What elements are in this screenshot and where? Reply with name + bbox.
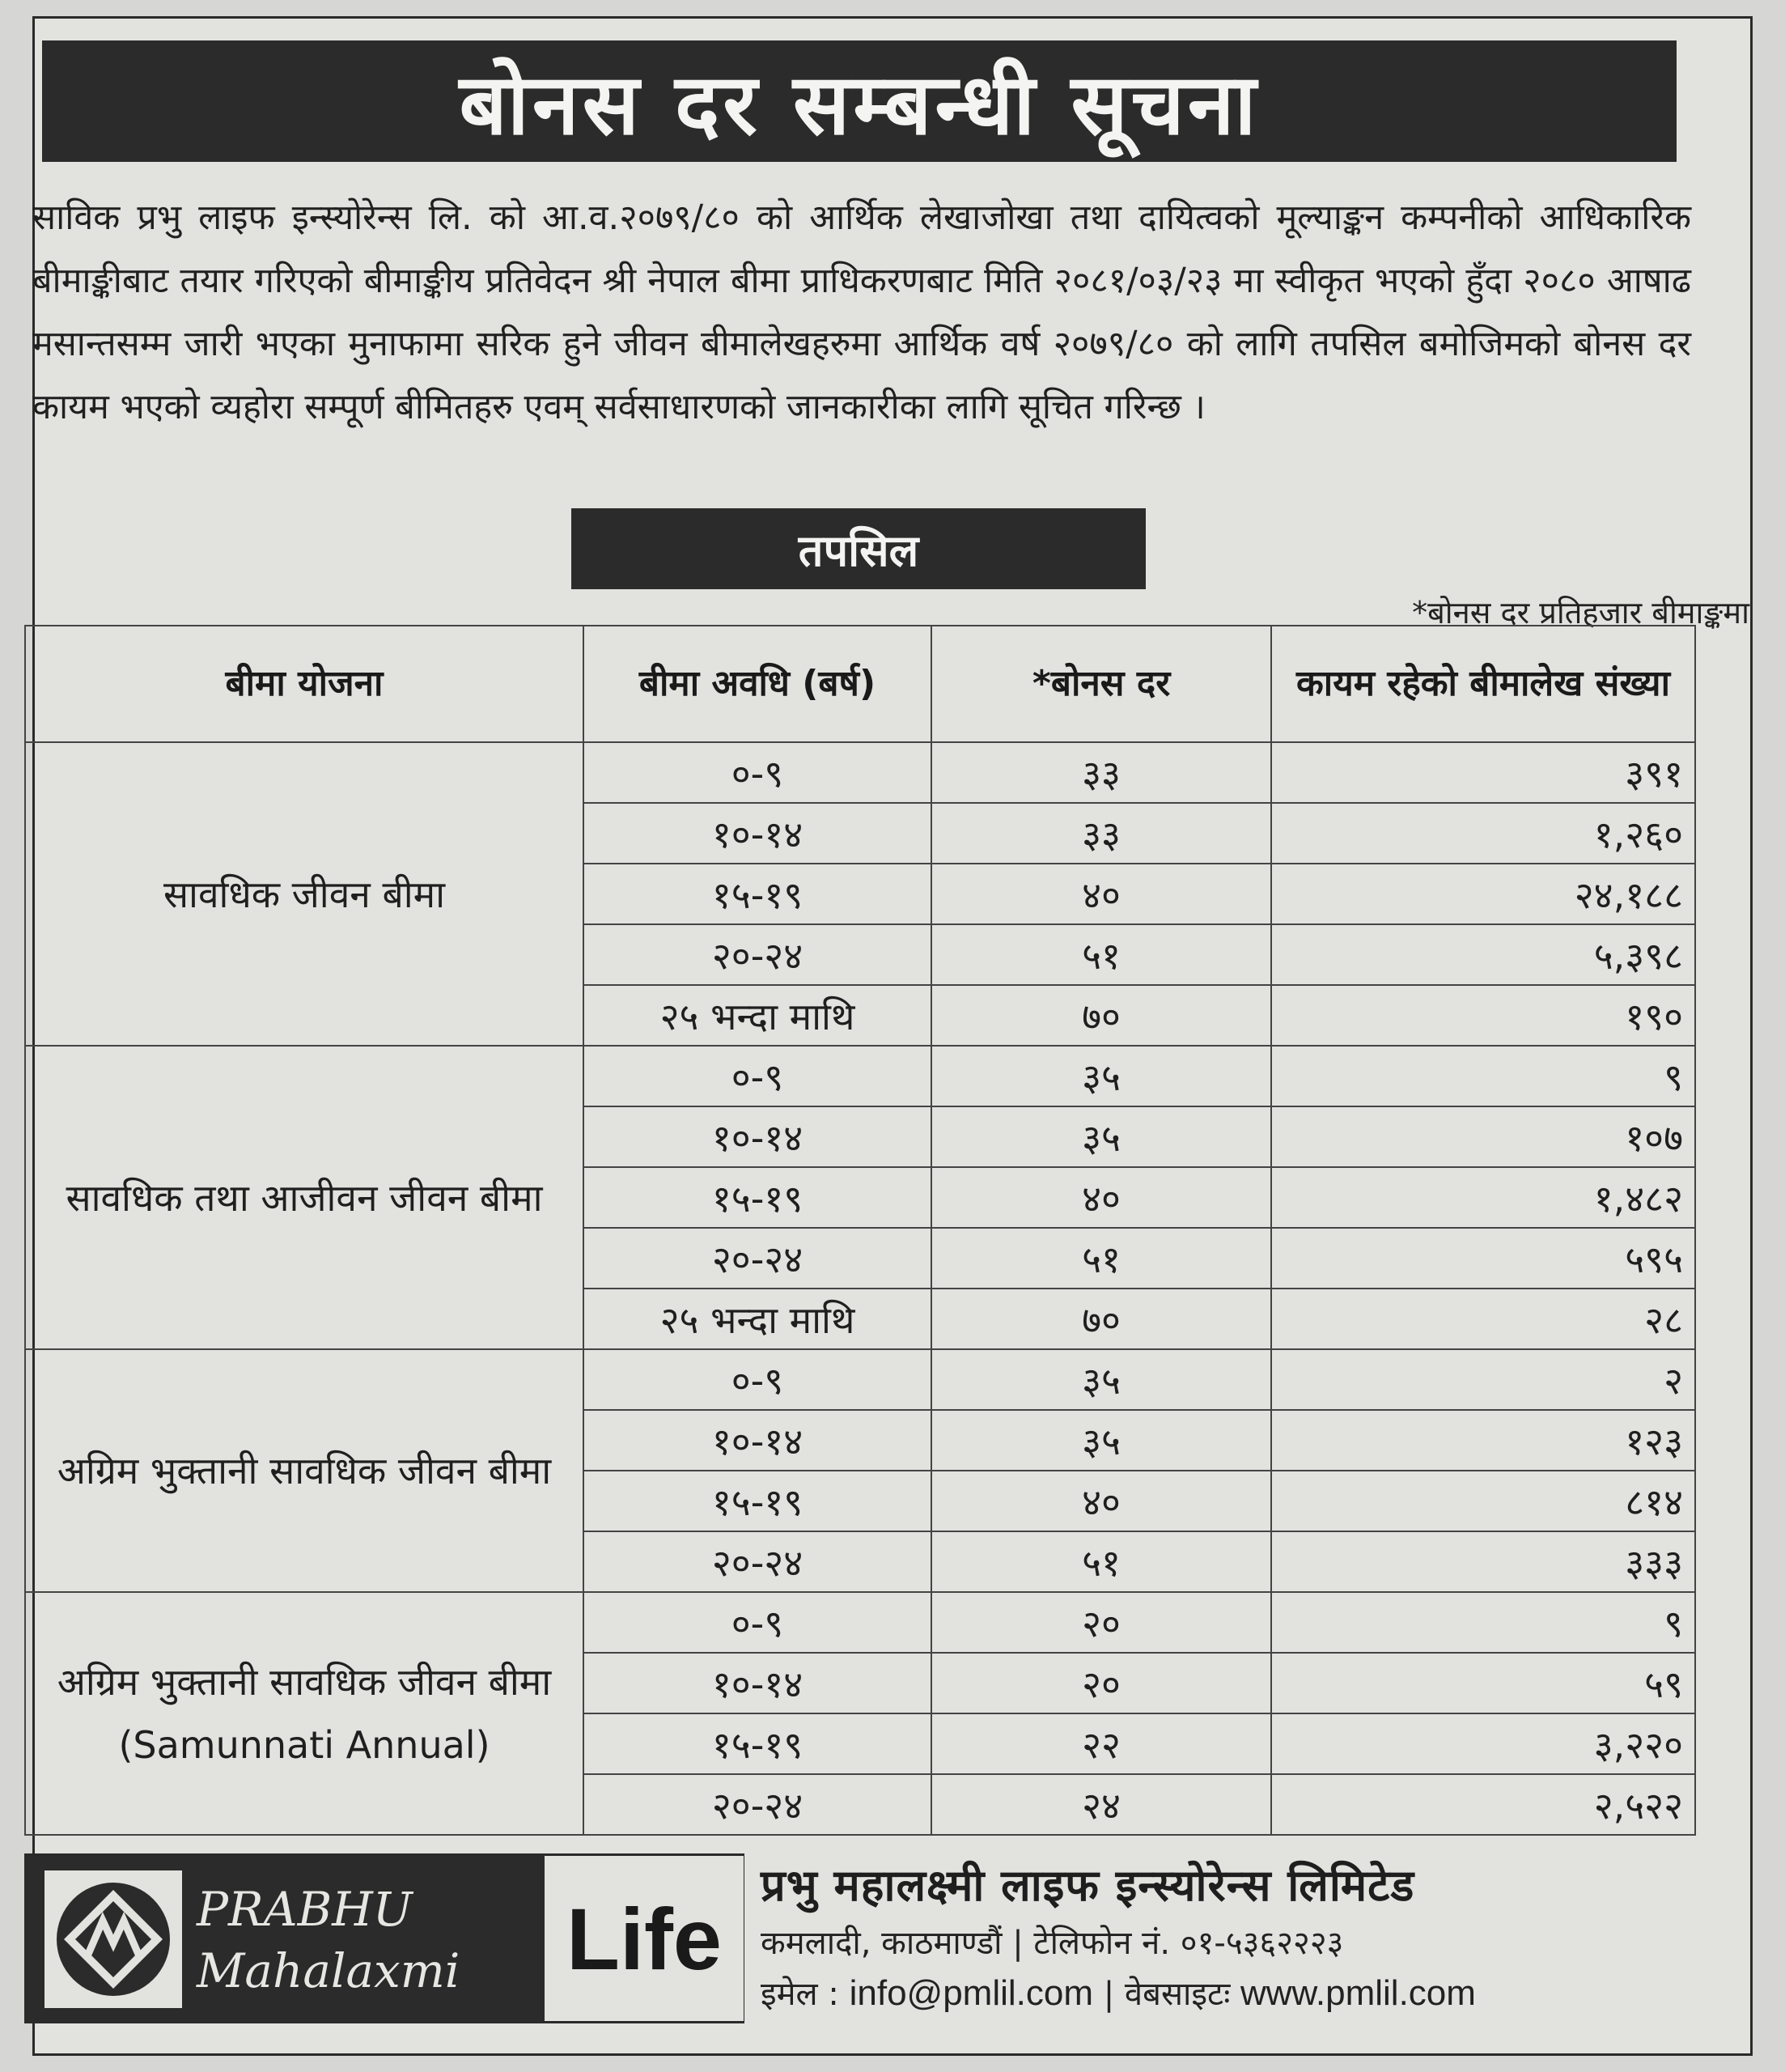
term-cell: १०-१४ [583,803,931,864]
table-row [25,742,1695,803]
policy-count-cell: ५९५ [1271,1228,1695,1289]
term-cell: १५-१९ [583,1471,931,1531]
policy-count-cell: २ [1271,1349,1695,1410]
email-label: इमेल : [761,1976,839,2013]
term-cell: ०-९ [583,1592,931,1653]
policy-count-cell: ५,३९८ [1271,924,1695,985]
term-cell: २०-२४ [583,1531,931,1592]
bonus-rate-note: *बोनस दर प्रतिहजार बीमाङ्कमा [1412,595,1749,631]
bonus-rate-cell: ३५ [931,1106,1271,1167]
policy-count-cell: १,४८२ [1271,1167,1695,1228]
term-cell: ०-९ [583,1046,931,1106]
policy-count-cell: २८ [1271,1289,1695,1349]
term-cell: १०-१४ [583,1653,931,1713]
logo-line-mahalaxmi: Mahalaxmi [197,1943,460,1998]
term-cell: १०-१४ [583,1410,931,1471]
bonus-rate-cell: ७० [931,1289,1271,1349]
website-label: | वेबसाइटः [1103,1976,1231,2013]
table-row [25,1046,1695,1106]
policy-count-cell: १,२६० [1271,803,1695,864]
header-bonus-rate: *बोनस दर [931,626,1271,742]
term-cell: १५-१९ [583,1713,931,1774]
bonus-rate-cell: ३३ [931,803,1271,864]
bonus-rate-cell: ४० [931,864,1271,924]
company-name: प्रभु महालक्ष्मी लाइफ इन्स्योरेन्स लिमिटेड [761,1860,1415,1911]
policy-count-cell: १२३ [1271,1410,1695,1471]
header-term: बीमा अवधि (बर्ष) [583,626,931,742]
table-body [25,742,1695,1835]
bonus-rate-cell: ३५ [931,1349,1271,1410]
plan-name-cell: अग्रिम भुक्तानी सावधिक जीवन बीमा (Samunnati Annual) [25,1592,583,1835]
term-cell: १५-१९ [583,1167,931,1228]
bonus-rate-cell: २२ [931,1713,1271,1774]
term-cell: २०-२४ [583,1774,931,1835]
website-link[interactable]: www.pmlil.com [1240,1973,1476,2013]
policy-count-cell: ९ [1271,1592,1695,1653]
policy-count-cell: ३९१ [1271,742,1695,803]
schedule-heading: तपसिल [571,508,1146,589]
term-cell: २५ भन्दा माथि [583,1289,931,1349]
plan-name-cell: अग्रिम भुक्तानी सावधिक जीवन बीमा [25,1349,583,1592]
logo-wordmark [197,1879,536,2002]
bonus-rate-cell: ४० [931,1471,1271,1531]
logo-emblem-icon [45,1870,182,2008]
bonus-rate-cell: ३३ [931,742,1271,803]
policy-count-cell: २४,१८८ [1271,864,1695,924]
bonus-rate-table [24,625,1696,1836]
company-address: कमलादी, काठमाण्डौं | टेलिफोन नं. ०१-५३६२२२३ [761,1925,1344,1962]
header-policy-count: कायम रहेको बीमालेख संख्या [1271,626,1695,742]
company-logo [24,1853,744,2023]
term-cell: २०-२४ [583,1228,931,1289]
bonus-rate-cell: ७० [931,985,1271,1046]
bonus-rate-cell: ५१ [931,1531,1271,1592]
term-cell: १०-१४ [583,1106,931,1167]
bonus-rate-cell: ४० [931,1167,1271,1228]
term-cell: २५ भन्दा माथि [583,985,931,1046]
bonus-rate-cell: ३५ [931,1410,1271,1471]
plan-name-cell: सावधिक तथा आजीवन जीवन बीमा [25,1046,583,1349]
email-link[interactable]: info@pmlil.com [849,1973,1093,2013]
policy-count-cell: ३,२२० [1271,1713,1695,1774]
bonus-rate-cell: ५१ [931,1228,1271,1289]
header-plan: बीमा योजना [25,626,583,742]
bonus-rate-cell: २४ [931,1774,1271,1835]
footer [24,1853,1696,2023]
term-cell: ०-९ [583,1349,931,1410]
policy-count-cell: ९ [1271,1046,1695,1106]
plan-name-cell: सावधिक जीवन बीमा [25,742,583,1046]
policy-count-cell: १९० [1271,985,1695,1046]
bonus-rate-cell: ३५ [931,1046,1271,1106]
policy-count-cell: ५९ [1271,1653,1695,1713]
bonus-rate-cell: ५१ [931,924,1271,985]
term-cell: १५-१९ [583,864,931,924]
term-cell: २०-२४ [583,924,931,985]
bonus-rate-cell: २० [931,1653,1271,1713]
logo-line-prabhu: PRABHU [197,1882,413,1937]
term-cell: ०-९ [583,742,931,803]
bonus-rate-cell: २० [931,1592,1271,1653]
policy-count-cell: १०७ [1271,1106,1695,1167]
company-info [761,1853,1691,2019]
company-contact [761,1968,1691,2019]
table-row [25,1592,1695,1653]
policy-count-cell: ३३३ [1271,1531,1695,1592]
policy-count-cell: २,५२२ [1271,1774,1695,1835]
notice-title: बोनस दर सम्बन्धी सूचना [42,40,1677,162]
logo-life: Life [545,1856,744,2021]
table-row [25,1349,1695,1410]
table-header-row [25,626,1695,742]
notice-intro: साविक प्रभु लाइफ इन्स्योरेन्स लि. को आ.व.२०७९/८० को आर्थिक लेखाजोखा तथा दायित्वको मूल्याङ्कन कम्पनीको आधिकारिक बीमाङ्कीबाट तयार गरिएको बीमाङ्कीय प्रतिवेदन श्री नेपाल बीमा प्राधिकरणबाट मिति २०८१/०३/२३ मा स्वीकृत भएको हुँदा २०८० आषाढ मसान्तसम्म जारी भएका मुनाफामा सरिक हुने जीवन बीमालेखहरुमा आर्थिक वर्ष २०७९/८० को लागि तपसिल बमोजिमको बोनस दर कायम भएको व्यहोरा सम्पूर्ण बीमितहरु एवम् सर्वसाधारणको जानकारीका लागि सूचित गरिन्छ । [32,197,1691,427]
policy-count-cell: ८१४ [1271,1471,1695,1531]
